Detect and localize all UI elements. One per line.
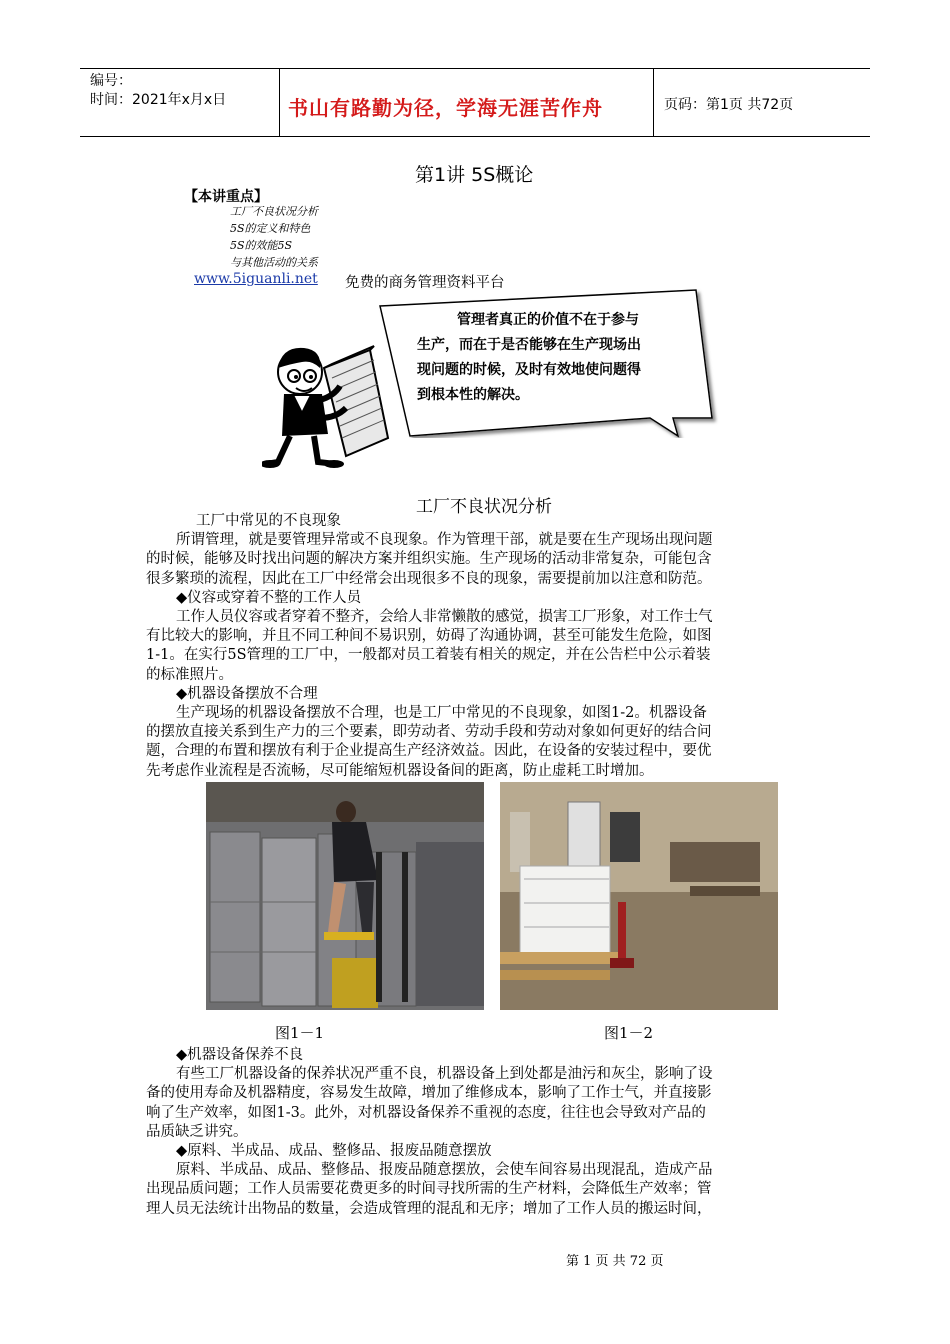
item-line: 1-1。在实行5S管理的工厂中，一般都对员工着装有相关的规定，并在公告栏中公示着装 xyxy=(146,647,711,664)
header-divider-right xyxy=(653,68,654,136)
header-divider-left xyxy=(279,68,280,136)
item-line: 响了生产效率，如图1-3。此外，对机器设备保养不重视的态度，往往也会导致对产品的 xyxy=(146,1104,706,1121)
header-code-label: 编号： xyxy=(90,73,132,89)
item-line: 原料、半成品、成品、整修品、报废品随意摆放，会使车间容易出现混乱，造成产品 xyxy=(176,1162,713,1179)
quote-line: 生产，而在于是否能够在生产现场出 xyxy=(417,337,641,353)
item-line: 生产现场的机器设备摆放不合理，也是工厂中常见的不良现象，如图1-2。机器设备 xyxy=(176,705,707,722)
header-motto: 书山有路勤为径，学海无涯苦作舟 xyxy=(288,96,603,120)
quote-line: 现问题的时候，及时有效地使问题得 xyxy=(417,362,641,378)
item-line: 备的使用寿命及机器精度，容易发生故障，增加了维修成本，影响了工作士气，并直接影 xyxy=(146,1085,712,1102)
header-bottom-rule xyxy=(80,136,870,137)
item-line: 有比较大的影响，并且不同工种间不易识别，妨碍了沟通协调，甚至可能发生危险，如图 xyxy=(146,628,712,645)
page-footer: 第 1 页 共 72 页 xyxy=(566,1254,664,1269)
section-subtitle: 工厂中常见的不良现象 xyxy=(196,513,341,529)
intro-line: 的时候，能够及时找出问题的解决方案并组织实施。生产现场的活动非常复杂，可能包含 xyxy=(146,551,712,568)
figure-1-2-caption: 图1－2 xyxy=(604,1024,654,1042)
intro-line: 很多繁琐的流程，因此在工厂中经常会出现很多不良的现象，需要提前加以注意和防范。 xyxy=(146,570,712,587)
key-points-list xyxy=(230,203,318,271)
key-point-item: 5S的效能5S xyxy=(230,239,293,252)
site-link[interactable]: www.5iguanli.net xyxy=(194,271,318,287)
item-line: 工作人员仪容或者穿着不整齐，会给人非常懒散的感觉，损害工厂形象，对工作士气 xyxy=(176,609,713,626)
intro-line: 所谓管理，就是要管理异常或不良现象。作为管理干部，就是要在生产现场出现问题 xyxy=(176,532,713,549)
item-line: 品质缺乏讲究。 xyxy=(146,1123,248,1140)
key-point-item: 5S的定义和特色 xyxy=(230,222,311,235)
header-page-info: 页码：第1页 共72页 xyxy=(664,97,794,113)
item-line: 理人员无法统计出物品的数量，会造成管理的混乱和无序；增加了工作人员的搬运时间， xyxy=(146,1200,712,1217)
figure-1-1-caption: 图1－1 xyxy=(275,1024,325,1042)
item-heading: ◆仪容或穿着不整的工作人员 xyxy=(176,589,362,606)
figure-1-2-photo xyxy=(500,782,778,1010)
section-title: 工厂不良状况分析 xyxy=(416,497,552,517)
site-tagline: 免费的商务管理资料平台 xyxy=(345,275,505,291)
item-heading: ◆原料、半成品、成品、整修品、报废品随意摆放 xyxy=(176,1143,492,1160)
key-point-item: 与其他活动的关系 xyxy=(230,256,318,269)
quote-text xyxy=(417,308,697,408)
body-text-block-2 xyxy=(146,1046,810,1219)
body-text-block-1 xyxy=(146,512,810,781)
item-line: 先考虑作业流程是否流畅，尽可能缩短机器设备间的距离，防止虚耗工时增加。 xyxy=(146,762,654,779)
lecture-title: 第1讲 5S概论 xyxy=(415,164,534,186)
key-points-heading: 【本讲重点】 xyxy=(184,189,268,205)
quote-line: 管理者真正的价值不在于参与 xyxy=(457,312,639,328)
quote-line: 到根本性的解决。 xyxy=(417,387,529,403)
item-line: 有些工厂机器设备的保养状况严重不良，机器设备上到处都是油污和灰尘，影响了设 xyxy=(176,1066,713,1083)
item-heading: ◆机器设备摆放不合理 xyxy=(176,685,318,702)
item-line: 题，合理的布置和摆放有利于企业提高生产经济效益。因此，在设备的安装过程中，要优 xyxy=(146,743,712,760)
header-top-rule xyxy=(80,68,870,69)
figure-1-1-photo xyxy=(206,782,484,1010)
item-line: 的摆放直接关系到生产力的三个要素，即劳动者、劳动手段和劳动对象如何更好的结合问 xyxy=(146,724,712,741)
item-line: 的标准照片。 xyxy=(146,666,233,683)
header-time-label: 时间：2021年x月x日 xyxy=(90,92,227,108)
item-line: 出现品质问题；工作人员需要花费更多的时间寻找所需的生产材料，会降低生产效率；管 xyxy=(146,1181,712,1198)
cartoon-reader-illustration xyxy=(262,338,392,470)
key-point-item: 工厂不良状况分析 xyxy=(230,205,318,218)
item-heading: ◆机器设备保养不良 xyxy=(176,1047,304,1063)
